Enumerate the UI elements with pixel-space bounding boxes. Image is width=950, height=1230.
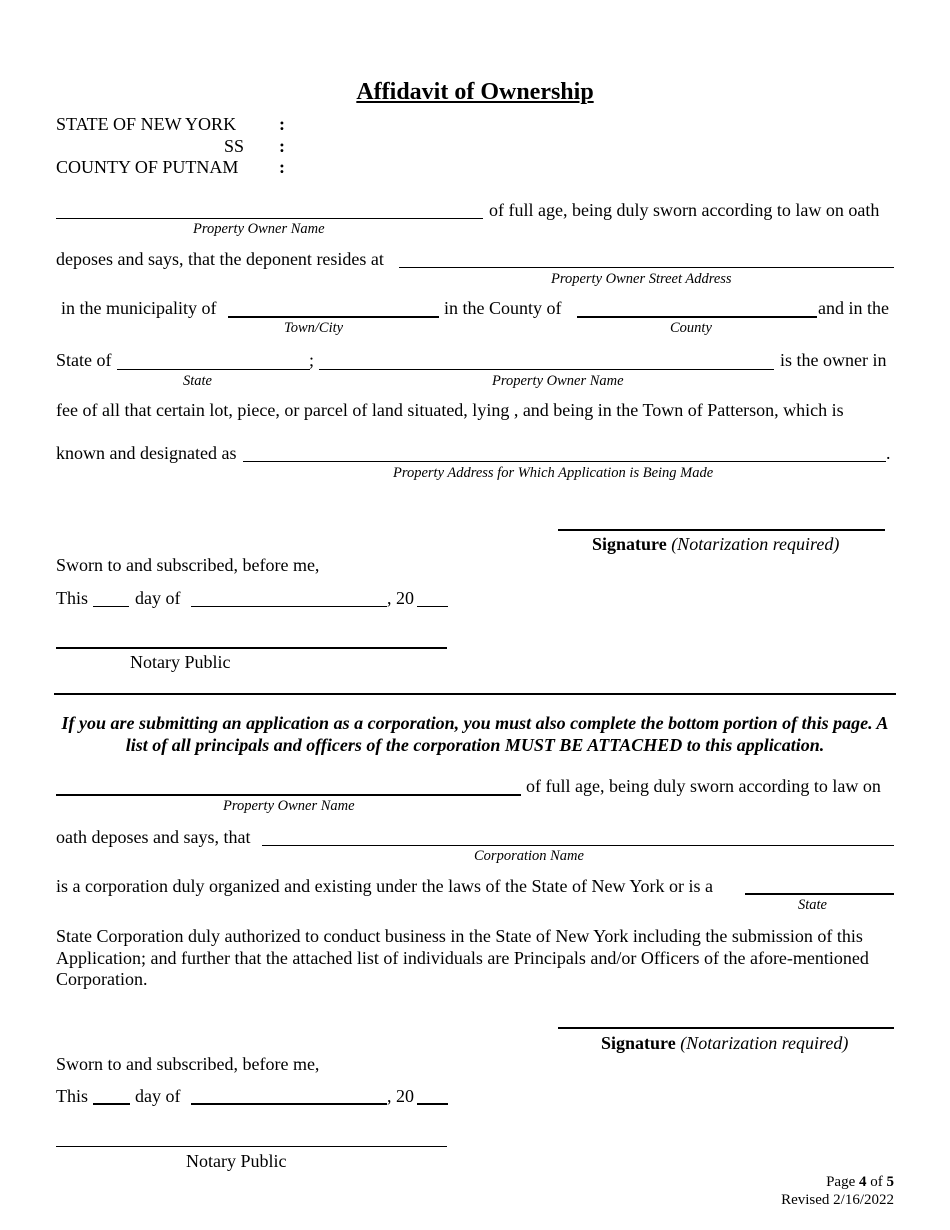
revised-date: Revised 2/16/2022 xyxy=(781,1192,894,1208)
page-title: Affidavit of Ownership xyxy=(356,79,594,105)
page-footer xyxy=(781,1173,894,1209)
day-of-text-2: day of xyxy=(135,1086,181,1106)
known-designated-text: known and designated as xyxy=(56,443,237,463)
venue-county: COUNTY OF PUTNAM xyxy=(56,157,239,177)
notarization-note: (Notarization required) xyxy=(671,534,840,554)
sworn-text-2: Sworn to and subscribed, before me, xyxy=(56,1054,320,1074)
year-field-1[interactable] xyxy=(417,606,448,607)
venue-state: STATE OF NEW YORK xyxy=(56,114,237,134)
corporation-name-field[interactable] xyxy=(262,845,894,846)
this-text-2: This xyxy=(56,1086,89,1106)
notary-label-2: Notary Public xyxy=(186,1151,287,1171)
and-in-the-text: and in the xyxy=(818,298,889,318)
resides-text: deposes and says, that the deponent resides at xyxy=(56,249,384,269)
day-field-1[interactable] xyxy=(93,606,129,607)
corp-owner-name-field[interactable] xyxy=(56,794,521,796)
venue-colon-2: : xyxy=(279,136,285,156)
property-address-caption: Property Address for Which Application is Being Made xyxy=(393,465,714,481)
notary-signature-field-1[interactable] xyxy=(56,647,447,649)
owner-in-text: is the owner in xyxy=(780,350,887,370)
page-number: Page 4 of 5 xyxy=(826,1174,894,1190)
corp-state-caption: State xyxy=(798,897,827,913)
venue-colon-3: : xyxy=(279,157,285,177)
county-text: in the County of xyxy=(444,298,562,318)
signature-word: Signature xyxy=(592,534,667,554)
owner-street-field[interactable] xyxy=(399,267,894,268)
signature-field-2[interactable] xyxy=(558,1027,894,1029)
period: . xyxy=(886,443,891,463)
town-caption: Town/City xyxy=(284,320,344,336)
state-caption: State xyxy=(183,373,212,389)
fee-text: fee of all that certain lot, piece, or parcel of land situated, lying , and being in the Town of Patterson, which is xyxy=(56,400,844,420)
deposes-text: oath deposes and says, that xyxy=(56,827,251,847)
corp-owner-name-caption: Property Owner Name xyxy=(223,798,355,814)
county-caption: County xyxy=(670,320,712,336)
day-of-text-1: day of xyxy=(135,588,181,608)
oath-text: of full age, being duly sworn according to law on oath xyxy=(489,200,880,220)
signature-field-1[interactable] xyxy=(558,529,885,531)
notary-label-1: Notary Public xyxy=(130,652,231,672)
year-field-2[interactable] xyxy=(417,1103,448,1105)
signature-label-2 xyxy=(601,1034,848,1052)
corporation-notice: If you are submitting an application as a corporation, you must also complete the bottom portion of this page. A list of all principals and officers of the corporation MUST BE ATTACHED to this application. xyxy=(61,713,889,755)
state-of-text: State of xyxy=(56,350,112,370)
signature-word-2: Signature xyxy=(601,1033,676,1053)
owner-name-caption-2: Property Owner Name xyxy=(492,373,624,389)
owner-name-caption: Property Owner Name xyxy=(193,221,325,237)
notary-signature-field-2[interactable] xyxy=(56,1146,447,1147)
semicolon: ; xyxy=(309,350,315,370)
municipality-text: in the municipality of xyxy=(61,298,217,318)
month-field-1[interactable] xyxy=(191,606,387,607)
year-prefix-1: , 20 xyxy=(387,588,414,608)
owner-name-field[interactable] xyxy=(56,218,483,219)
county-field[interactable] xyxy=(577,316,817,318)
notarization-note-2: (Notarization required) xyxy=(680,1033,849,1053)
corporation-name-caption: Corporation Name xyxy=(474,848,584,864)
year-prefix-2: , 20 xyxy=(387,1086,414,1106)
signature-label-1 xyxy=(592,535,839,553)
owner-name-field-2[interactable] xyxy=(319,369,774,370)
owner-street-caption: Property Owner Street Address xyxy=(551,271,732,287)
corp-oath-text: of full age, being duly sworn according to law on xyxy=(526,776,881,796)
day-field-2[interactable] xyxy=(93,1103,130,1105)
section-divider xyxy=(54,693,896,695)
corp-state-field[interactable] xyxy=(745,893,894,895)
month-field-2[interactable] xyxy=(191,1103,387,1105)
property-address-field[interactable] xyxy=(243,461,886,462)
corporation-existing-text: is a corporation duly organized and existing under the laws of the State of New York or is a xyxy=(56,876,714,896)
venue-ss: SS xyxy=(224,136,245,156)
town-field[interactable] xyxy=(228,316,439,318)
venue-colon-1: : xyxy=(279,114,285,134)
sworn-text-1: Sworn to and subscribed, before me, xyxy=(56,555,320,575)
corporation-paragraph: State Corporation duly authorized to conduct business in the State of New York including the submission of this Application; and further that the attached list of individuals are Principals and/or Officers of the afore-mentioned Corporation. xyxy=(56,926,869,989)
this-text-1: This xyxy=(56,588,89,608)
state-field[interactable] xyxy=(117,369,310,370)
